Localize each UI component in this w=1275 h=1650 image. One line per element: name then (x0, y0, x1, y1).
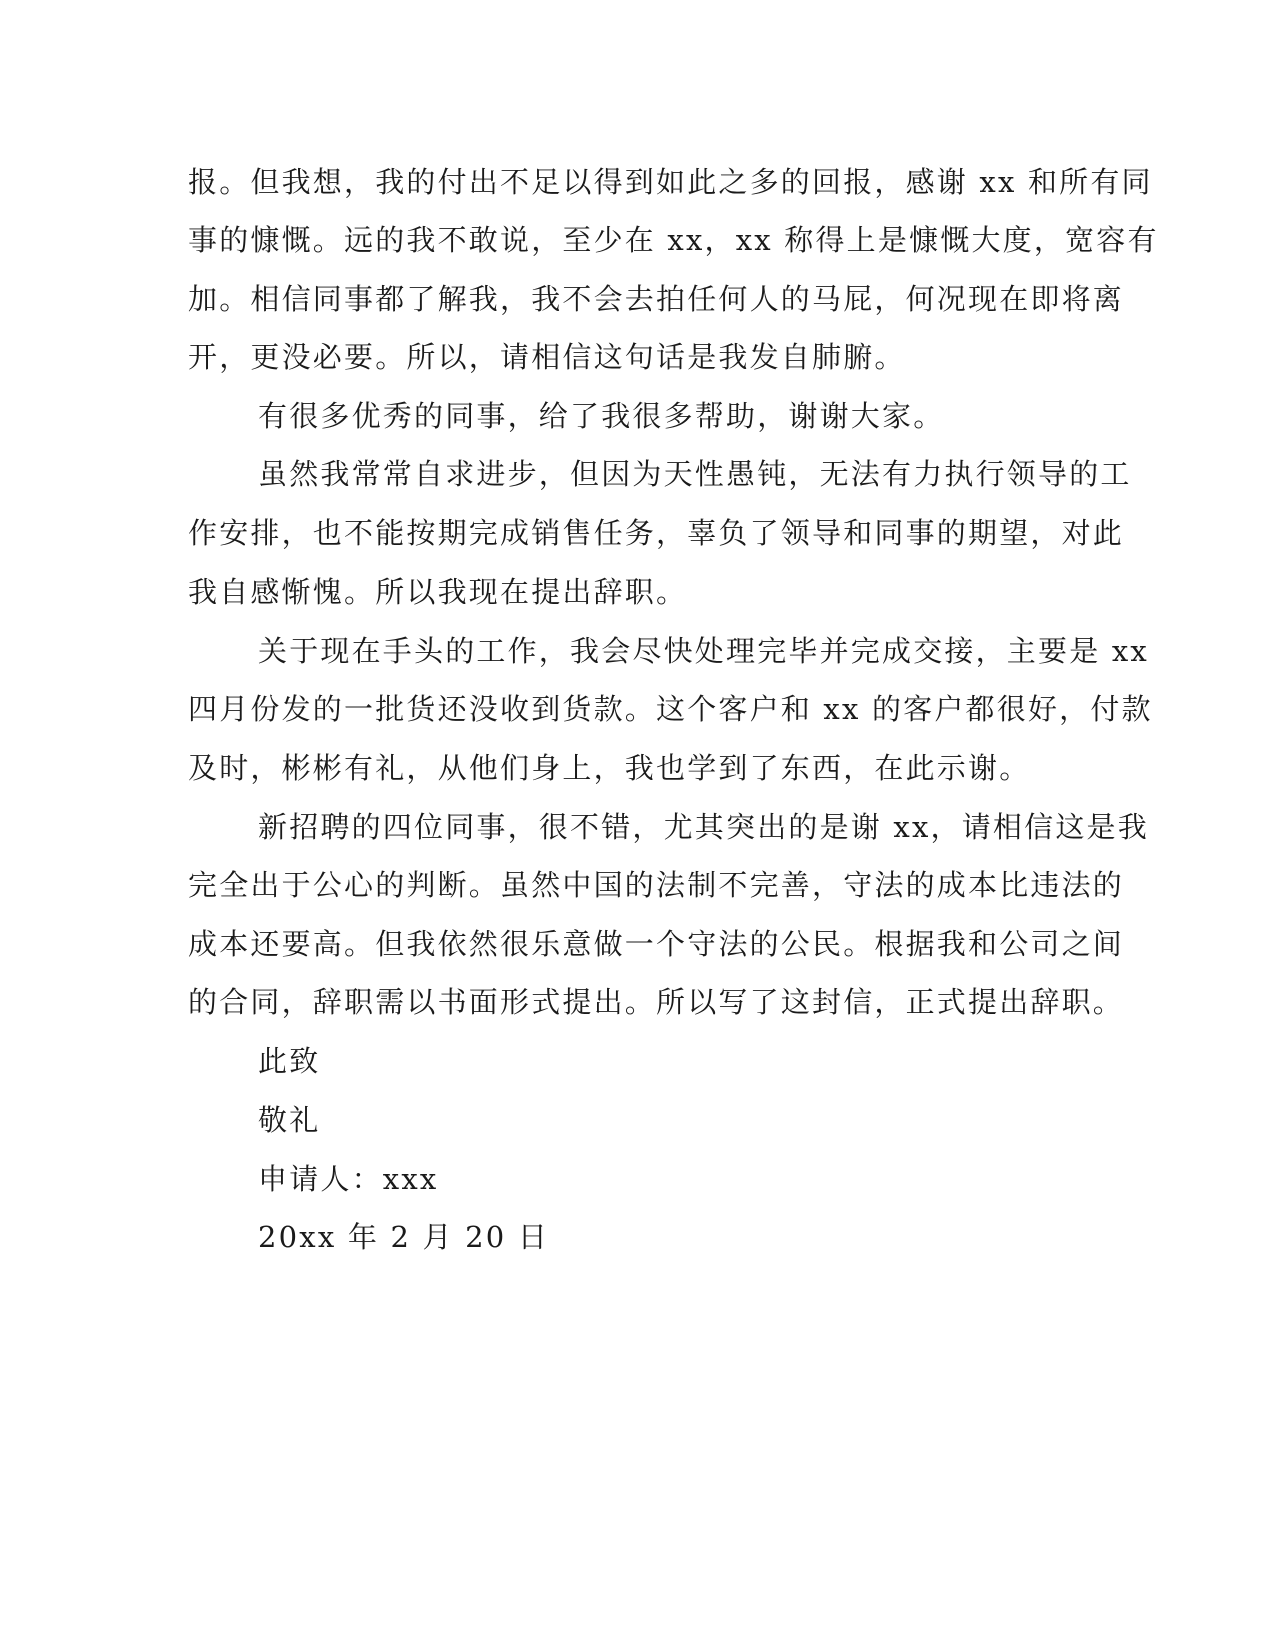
paragraph-start: 虽然我常常自求进步，但因为天性愚钝，无法有力执行领导的工 (258, 457, 1132, 491)
body-line: 及时，彬彬有礼，从他们身上，我也学到了东西，在此示谢。 (188, 751, 1031, 785)
body-line: 成本还要高。但我依然很乐意做一个守法的公民。根据我和公司之间 (188, 927, 1125, 961)
body-line: 我自感惭愧。所以我现在提出辞职。 (188, 575, 688, 609)
body-line: 完全出于公心的判断。虽然中国的法制不完善，守法的成本比违法的 (188, 868, 1125, 902)
body-line: 四月份发的一批货还没收到货款。这个客户和 xx 的客户都很好，付款 (188, 692, 1153, 726)
body-line: 加。相信同事都了解我，我不会去拍任何人的马屁，何况现在即将离 (188, 282, 1125, 316)
body-line: 的合同，辞职需以书面形式提出。所以写了这封信，正式提出辞职。 (188, 985, 1125, 1019)
closing-text: 此致 (258, 1044, 321, 1078)
body-line: 报。但我想，我的付出不足以得到如此之多的回报，感谢 xx 和所有同 (188, 165, 1153, 199)
letter-date: 20xx 年 2 月 20 日 (258, 1220, 550, 1254)
paragraph-start: 关于现在手头的工作，我会尽快处理完毕并完成交接，主要是 xx (258, 634, 1149, 668)
paragraph-start: 有很多优秀的同事，给了我很多帮助，谢谢大家。 (258, 399, 945, 433)
salutation-text: 敬礼 (258, 1103, 321, 1137)
applicant-signature: 申请人：xxx (258, 1162, 439, 1196)
body-line: 事的慷慨。远的我不敢说，至少在 xx，xx 称得上是慷慨大度，宽容有 (188, 223, 1159, 257)
body-line: 开，更没必要。所以，请相信这句话是我发自肺腑。 (188, 340, 906, 374)
paragraph-start: 新招聘的四位同事，很不错，尤其突出的是谢 xx，请相信这是我 (258, 810, 1149, 844)
body-line: 作安排，也不能按期完成销售任务，辜负了领导和同事的期望，对此 (188, 516, 1125, 550)
